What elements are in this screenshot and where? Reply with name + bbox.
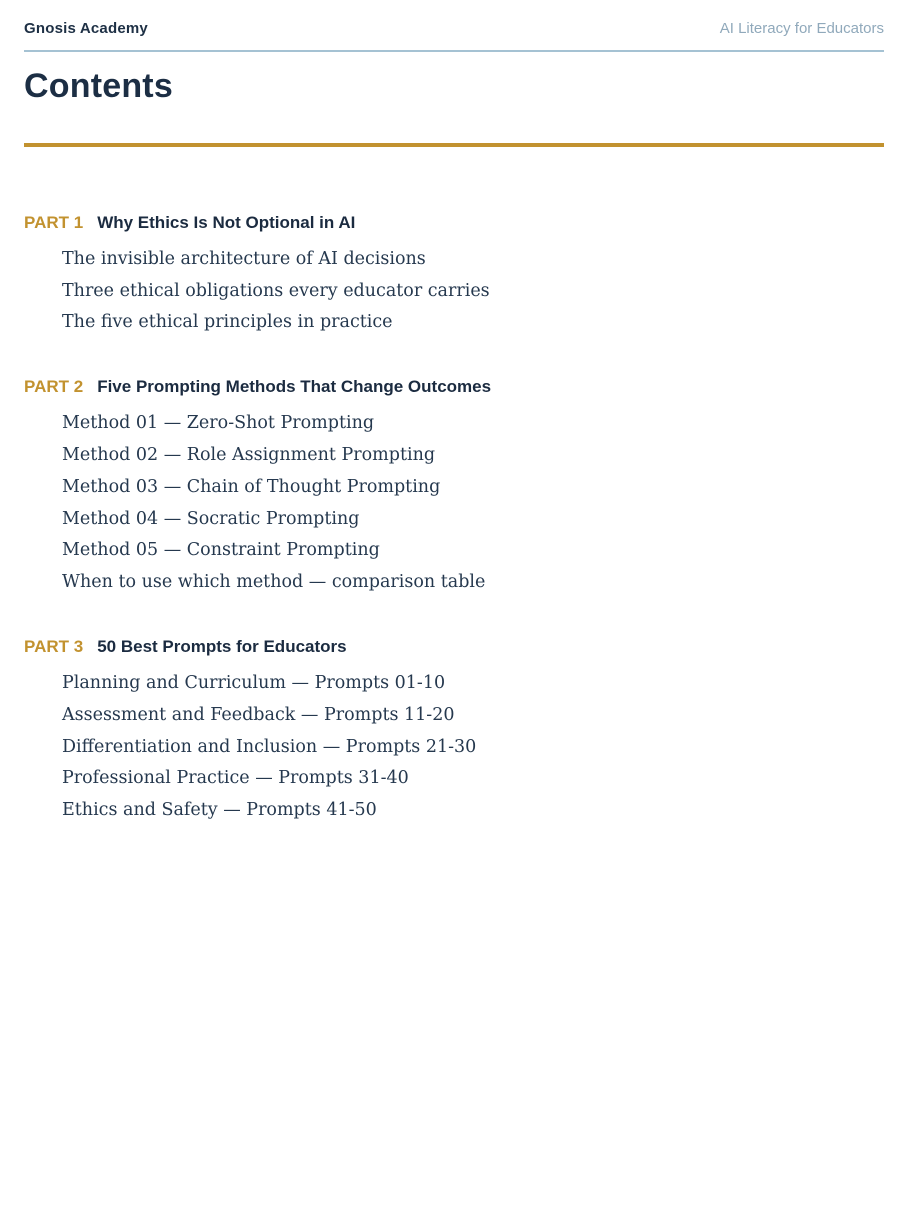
accent-rule bbox=[24, 143, 884, 147]
toc-part-1 bbox=[24, 211, 884, 339]
toc-part-3 bbox=[24, 635, 884, 827]
part-1-label: PART 1 bbox=[24, 212, 84, 232]
toc-item: Method 05 — Constraint Prompting bbox=[62, 540, 380, 561]
part-2-heading bbox=[24, 375, 884, 399]
page-title: Contents bbox=[24, 67, 173, 105]
part-1-heading bbox=[24, 211, 884, 235]
toc-item: Method 02 — Role Assignment Prompting bbox=[62, 444, 436, 465]
part-2-label: PART 2 bbox=[24, 377, 84, 397]
toc-item: Ethics and Safety — Prompts 41-50 bbox=[62, 800, 377, 821]
toc-part-2 bbox=[24, 375, 884, 599]
toc-item: Method 03 — Chain of Thought Prompting bbox=[62, 476, 441, 497]
part-1-items bbox=[24, 244, 884, 339]
toc-item: Professional Practice — Prompts 31-40 bbox=[62, 768, 409, 789]
toc-item: Method 01 — Zero-Shot Prompting bbox=[62, 413, 375, 434]
part-2-items bbox=[24, 408, 884, 599]
brand-name: Gnosis Academy bbox=[24, 20, 148, 37]
toc-item: When to use which method — comparison table bbox=[62, 572, 486, 593]
part-1-title: Why Ethics Is Not Optional in AI bbox=[97, 212, 356, 232]
part-3-title: 50 Best Prompts for Educators bbox=[97, 636, 347, 656]
page-header bbox=[24, 20, 884, 52]
toc-item: Differentiation and Inclusion — Prompts 21-30 bbox=[62, 736, 477, 757]
part-3-items bbox=[24, 668, 884, 827]
part-3-heading bbox=[24, 635, 884, 659]
toc-item: Planning and Curriculum — Prompts 01-10 bbox=[62, 672, 446, 693]
toc-item: The invisible architecture of AI decisions bbox=[62, 248, 426, 269]
toc-item: Method 04 — Socratic Prompting bbox=[62, 508, 360, 529]
toc-item: Three ethical obligations every educator carries bbox=[62, 280, 490, 301]
toc-item: Assessment and Feedback — Prompts 11-20 bbox=[62, 704, 455, 725]
toc-item: The five ethical principles in practice bbox=[62, 312, 393, 333]
header-subtitle: AI Literacy for Educators bbox=[719, 20, 884, 37]
part-3-label: PART 3 bbox=[24, 636, 84, 656]
part-2-title: Five Prompting Methods That Change Outcomes bbox=[97, 377, 492, 397]
